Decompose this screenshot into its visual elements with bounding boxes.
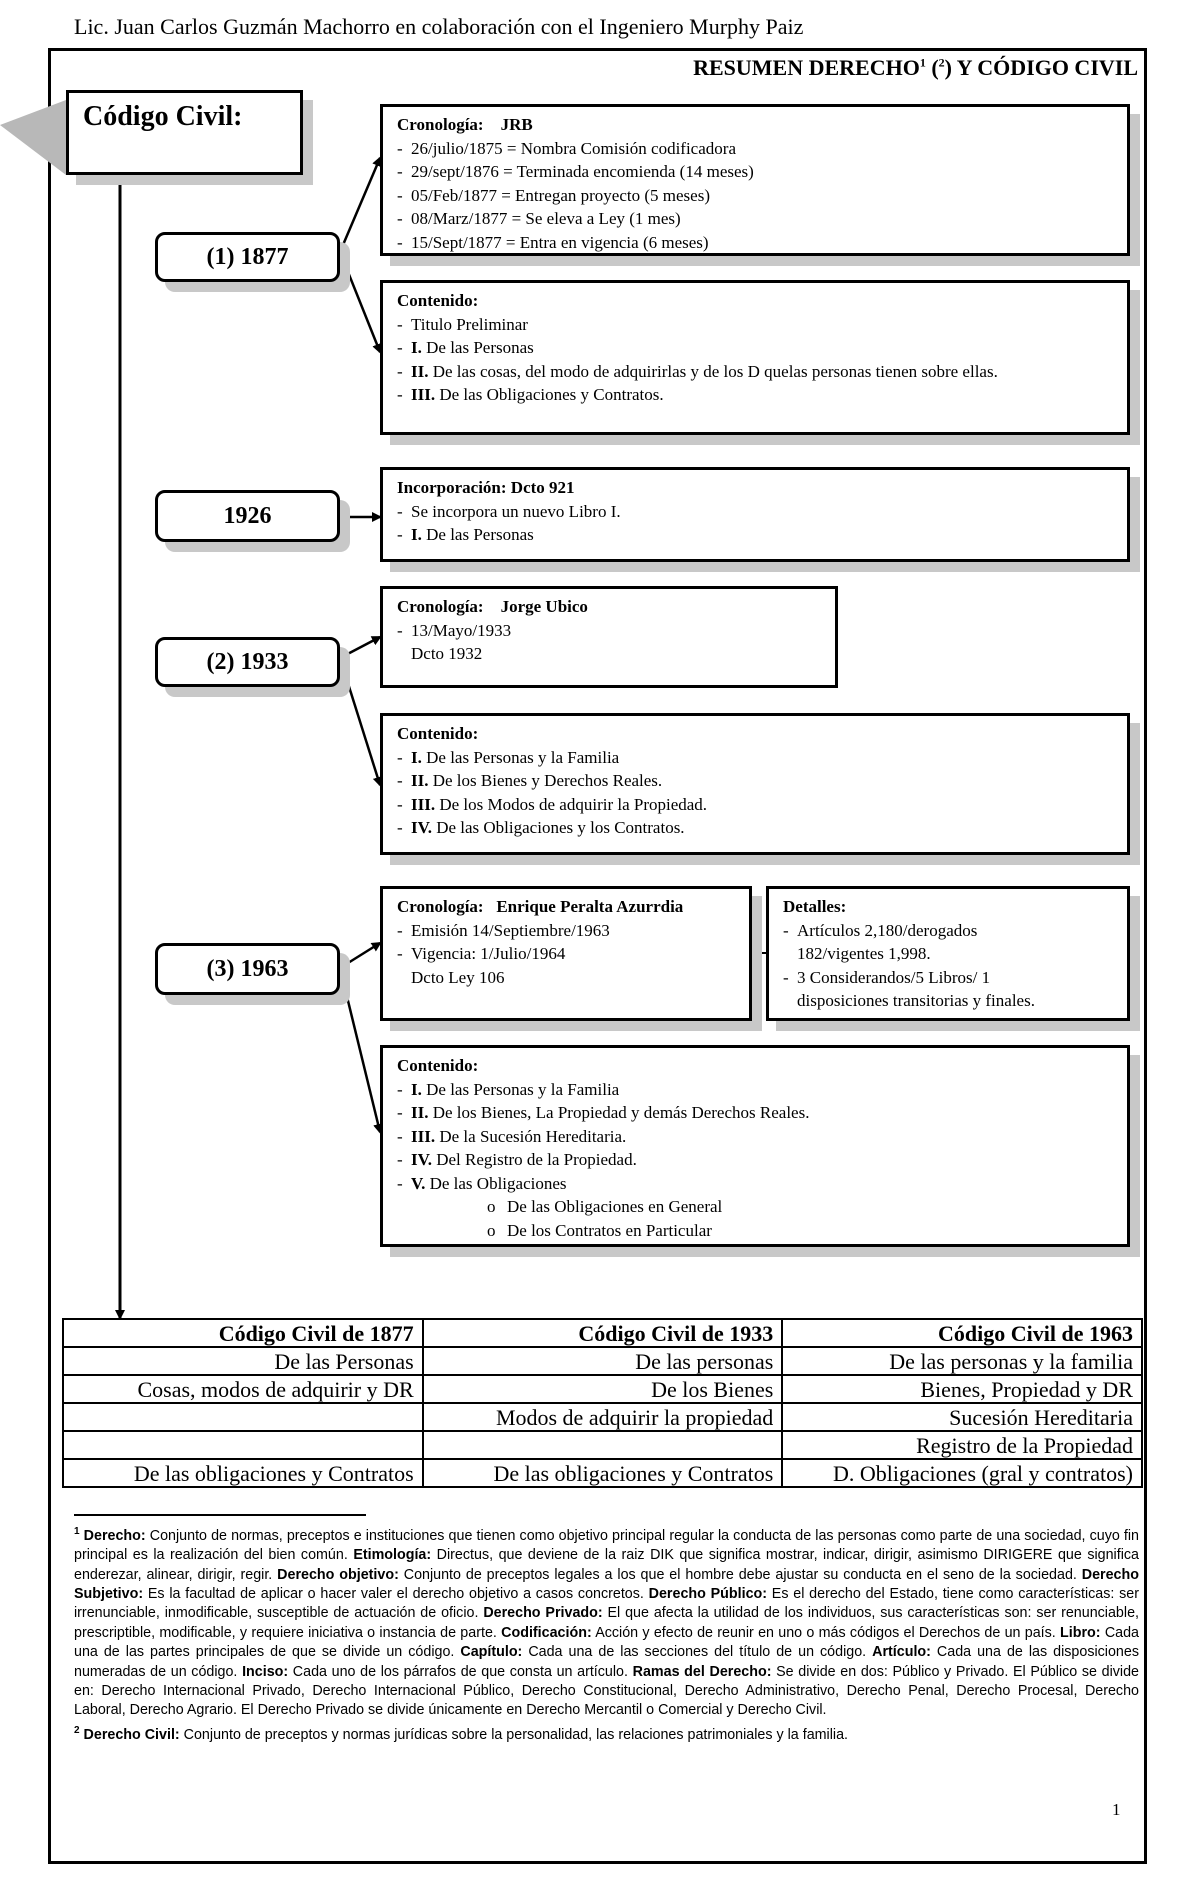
table-header: Código Civil de 1877 — [63, 1319, 423, 1347]
table-cell — [423, 1431, 783, 1459]
table-cell: Modos de adquirir la propiedad — [423, 1403, 783, 1431]
table-cell: Bienes, Propiedad y DR — [782, 1375, 1142, 1403]
footnote-term: Etimología: — [353, 1547, 432, 1564]
arrow-1933-cron — [340, 637, 380, 658]
table-cell: De los Bienes — [423, 1375, 783, 1403]
year-label-1933: (2) 1933 — [206, 648, 289, 675]
list-item: - II. De los Bienes y Derechos Reales. — [397, 769, 1113, 793]
table-cell: Sucesión Hereditaria — [782, 1403, 1142, 1431]
footnote-term: Inciso: — [242, 1663, 289, 1680]
list-item: - Se incorpora un nuevo Libro I. — [397, 500, 1113, 524]
footnote-term: Derecho Civil: — [83, 1726, 180, 1743]
box-1877-cronologia — [380, 104, 1130, 256]
list-item: - I. De las Personas y la Familia — [397, 1078, 1113, 1102]
arrow-1877-cont — [340, 252, 380, 352]
footnote-2: $^2$ Derecho Civil: Conjunto de preceptos y normas jurídicas sobre la personalidad, las relaciones patrimoniales y la familia. — [74, 1724, 849, 1743]
list-item: - II. De las cosas, del modo de adquirirlas y de los D quelas personas tienen sobre ellas. — [397, 360, 1113, 384]
list-item: - 13/Mayo/1933 — [397, 619, 821, 643]
footnote-term: Derecho Privado: — [483, 1605, 603, 1622]
table-cell — [63, 1403, 423, 1431]
footnote-text: Se divide en dos: Público y Privado. El Público se divide en: Derecho Internacional Privado, Derecho Internacional Público, Derecho Constitucional, Derecho Administrativo, Derecho Penal, Derecho Procesal, Derecho Laboral, Derecho Agrario. El Derecho Privado se divide únicamente en Derecho Mercantil o Comercial y Derecho Civil. — [74, 1663, 1139, 1719]
list-item: - III. De las Obligaciones y Contratos. — [397, 383, 1113, 407]
page-header: Lic. Juan Carlos Guzmán Machorro en colaboración con el Ingeniero Murphy Paiz — [74, 14, 804, 39]
list-item: - 05/Feb/1877 = Entregan proyecto (5 meses) — [397, 184, 1113, 208]
footnote-text: Acción y efecto de reunir en uno o más códigos el Derechos de un país. — [591, 1624, 1061, 1641]
codigo-civil-root-box — [66, 90, 303, 175]
table-cell: Cosas, modos de adquirir y DR — [63, 1375, 423, 1403]
box-title: Incorporación: Dcto 921 — [397, 478, 575, 497]
footnote-text: Conjunto de normas, preceptos e instituciones que tienen como objetivo principal regular la conducta de las personas como parte de una sociedad, cuyo fin principal es la realización del bien común. — [74, 1527, 1139, 1564]
box-title: Detalles: — [783, 897, 847, 916]
year-label-1877: (1) 1877 — [206, 243, 289, 270]
table-row — [63, 1347, 1142, 1375]
footnote-term: Ramas del Derecho: — [632, 1663, 772, 1680]
list-item: - I. De las Personas — [397, 336, 1113, 360]
table-row — [63, 1403, 1142, 1431]
title-main: RESUMEN DERECHO — [693, 55, 920, 80]
footnote-text: El que afecta la utilidad de los individuos, sus características son: ser renunciable, prescriptible, modificable, y requiere iniciativa o instancia de parte. — [74, 1605, 1139, 1641]
footnote-term: Derecho Subjetivo: — [74, 1566, 1139, 1602]
root-box-label: Código Civil: — [83, 101, 243, 132]
chronology-list — [397, 619, 821, 666]
footnote-text: Cada uno de los párrafos de que consta un artículo. — [288, 1663, 633, 1680]
box-1877-contenido — [380, 280, 1130, 435]
list-item: - I. De las Personas y la Familia — [397, 746, 1113, 770]
table-cell: De las personas — [423, 1347, 783, 1375]
table-row — [63, 1459, 1142, 1487]
year-box-1877 — [155, 232, 340, 282]
footnote-1: $^1$ Derecho: Conjunto de normas, preceptos e instituciones que tienen como objetivo principal regular la conducta de las personas como parte de una sociedad, cuyo fin principal es la realización del bien común. Etimología: Directus, que deviene de la raiz DIK que significa mostrar, indicar, dirigir, asimismo DIRIGERE que significa enderezar, alinear, dirigir, regir. Derecho objetivo: Conjunto de preceptos legales a los que el hombre debe ajustar su conducta en el seno de la sociedad. Derecho Subjetivo: Es la facultad de aplicar o hacer valer el derecho objetivo a casos concretos. Derecho Público: Es el derecho del Estado, tiene como características: ser irrenunciable, inmodificable, susceptible de actuación de oficio. Derecho Privado: El que afecta la utilidad de los individuos, sus características son: ser renunciable, prescriptible, modificable, y requiere iniciativa o instancia de parte. Codificación: Acción y efecto de reunir en uno o más códigos el Derechos de un país. Libro: Cada una de las partes principales de que se divide un código. Capítulo: Cada una de las secciones del título de un código. Artículo: Cada una de las disposiciones numeradas de un código. Inciso: Cada uno de los párrafos de que consta un artículo. Ramas del Derecho: Se divide en dos: Público y Privado. El Público se divide en: Derecho Internacional Privado, Derecho Internacional Público, Derecho Constitucional, Derecho Administrativo, Derecho Penal, Derecho Procesal, Derecho Laboral, Derecho Agrario. El Derecho Privado se divide únicamente en Derecho Mercantil o Comercial y Derecho Civil. — [74, 1526, 1139, 1719]
footnote-term: Derecho: — [83, 1527, 146, 1544]
list-item: - 26/julio/1875 = Nombra Comisión codificadora — [397, 137, 1113, 161]
year-label-1926: 1926 — [223, 502, 272, 529]
footnote-term: Capítulo: — [460, 1644, 523, 1661]
year-label-1963: (3) 1963 — [206, 955, 289, 982]
list-item: - 15/Sept/1877 = Entra en vigencia (6 meses) — [397, 231, 1113, 255]
year-box-1963 — [155, 943, 340, 995]
table-cell — [63, 1431, 423, 1459]
box-1926-incorporacion — [380, 467, 1130, 562]
box-title: Contenido: — [397, 724, 479, 743]
list-item: - 3 Considerandos/5 Libros/ 1 — [783, 966, 1113, 990]
footnote-separator — [74, 1514, 366, 1516]
table-cell: De las obligaciones y Contratos — [423, 1459, 783, 1487]
table-header: Código Civil de 1963 — [782, 1319, 1142, 1347]
footnote-text: Conjunto de preceptos legales a los que el hombre debe ajustar su conducta en el seno de la sociedad. — [398, 1566, 1082, 1583]
footnote-text: Cada una de las secciones del título de un código. — [522, 1644, 873, 1661]
table-cell: D. Obligaciones (gral y contratos) — [782, 1459, 1142, 1487]
box-1963-contenido — [380, 1045, 1130, 1247]
table-cell: De las obligaciones y Contratos — [63, 1459, 423, 1487]
list-item-continuation: disposiciones transitorias y finales. — [797, 991, 1035, 1010]
footnote-term: Derecho objetivo: — [277, 1566, 399, 1583]
list-item: - V. De las Obligaciones — [397, 1172, 1113, 1196]
details-list — [783, 919, 1113, 1013]
arrow-1877-cron — [340, 158, 380, 252]
footnote-text: Directus, que deviene de la raiz DIK que significa mostrar, indicar, dirigir, asimismo DIRIGERE que significa enderezar, alinear, dirigir, regir. — [74, 1547, 1139, 1583]
decorative-wedge — [0, 100, 66, 175]
chronology-list — [397, 919, 735, 990]
table-header: Código Civil de 1933 — [423, 1319, 783, 1347]
list-item: - I. De las Personas — [397, 523, 1113, 547]
comparison-table — [62, 1318, 1143, 1488]
list-item: - Titulo Preliminar — [397, 313, 1113, 337]
title-rest: ) Y CÓDIGO CIVIL — [944, 55, 1138, 80]
table-row — [63, 1431, 1142, 1459]
table-header-row — [63, 1319, 1142, 1347]
footnote-term: Codificación: — [501, 1624, 592, 1641]
sub-list-item: o De las Obligaciones en General — [397, 1195, 1113, 1219]
list-item: - IV. De las Obligaciones y los Contratos. — [397, 816, 1113, 840]
box-title: Cronología: Jorge Ubico — [397, 597, 588, 616]
arrow-1963-cont — [340, 968, 380, 1132]
table-cell: De las Personas — [63, 1347, 423, 1375]
sub-list-item: o De los Contratos en Particular — [397, 1219, 1113, 1243]
year-box-1926 — [155, 490, 340, 542]
box-1933-cronologia — [380, 586, 838, 688]
page-number: 1 — [1112, 1800, 1121, 1819]
title-footnote-2: 2 — [938, 55, 945, 70]
list-item: - Artículos 2,180/derogados — [783, 919, 1113, 943]
arrow-1933-cont — [340, 658, 380, 785]
arrow-1963-cron — [340, 943, 380, 968]
list-item-continuation: 182/vigentes 1,998. — [797, 944, 931, 963]
box-title: Cronología: JRB — [397, 115, 533, 134]
list-item: - II. De los Bienes, La Propiedad y demás Derechos Reales. — [397, 1101, 1113, 1125]
footnote-term: Libro: — [1060, 1624, 1101, 1641]
list-item-continuation: Dcto 1932 — [411, 644, 483, 663]
list-item: - Vigencia: 1/Julio/1964 — [397, 942, 735, 966]
list-item: - 29/sept/1876 = Terminada encomienda (14 meses) — [397, 160, 1113, 184]
content-list — [397, 313, 1113, 407]
box-title: Contenido: — [397, 291, 479, 310]
box-title: Contenido: — [397, 1056, 479, 1075]
content-list — [397, 500, 1113, 547]
list-item: - III. De la Sucesión Hereditaria. — [397, 1125, 1113, 1149]
footnotes — [74, 1522, 1139, 1745]
chronology-list — [397, 137, 1113, 255]
table-cell: De las personas y la familia — [782, 1347, 1142, 1375]
box-1963-detalles — [766, 886, 1130, 1021]
box-1933-contenido — [380, 713, 1130, 855]
footnote-text: Cada una de las disposiciones numeradas de un código. — [74, 1644, 1139, 1680]
table-cell: Registro de la Propiedad — [782, 1431, 1142, 1459]
list-item-continuation: Dcto Ley 106 — [411, 967, 505, 987]
footnote-text: Conjunto de preceptos y normas jurídicas sobre la personalidad, las relaciones patrimoniales y la familia. — [179, 1726, 849, 1743]
footnote-term: Derecho Público: — [648, 1585, 768, 1602]
content-list — [397, 746, 1113, 840]
footnote-text: Cada una de las partes principales de que se divide un código. — [74, 1624, 1139, 1661]
list-item: - IV. Del Registro de la Propiedad. — [397, 1148, 1113, 1172]
title-footnote-1: 1 — [919, 55, 926, 70]
list-item: - 08/Marz/1877 = Se eleva a Ley (1 mes) — [397, 207, 1113, 231]
content-list — [397, 1078, 1113, 1243]
list-item: - Emisión 14/Septiembre/1963 — [397, 919, 735, 943]
title-paren-open: ( — [925, 55, 939, 80]
box-title: Cronología: Enrique Peralta Azurrdia — [397, 897, 684, 916]
list-item: - III. De los Modos de adquirir la Propiedad. — [397, 793, 1113, 817]
year-box-1933 — [155, 637, 340, 687]
footnote-term: Artículo: — [872, 1644, 931, 1661]
footnote-text: Es la facultad de aplicar o hacer valer el derecho objetivo a casos concretos. — [143, 1585, 649, 1602]
table-row — [63, 1375, 1142, 1403]
box-1963-cronologia — [380, 886, 752, 1021]
footnote-text: Es el derecho del Estado, tiene como características: ser irrenunciable, inmodificable, susceptible de actuación de oficio. — [74, 1585, 1139, 1622]
